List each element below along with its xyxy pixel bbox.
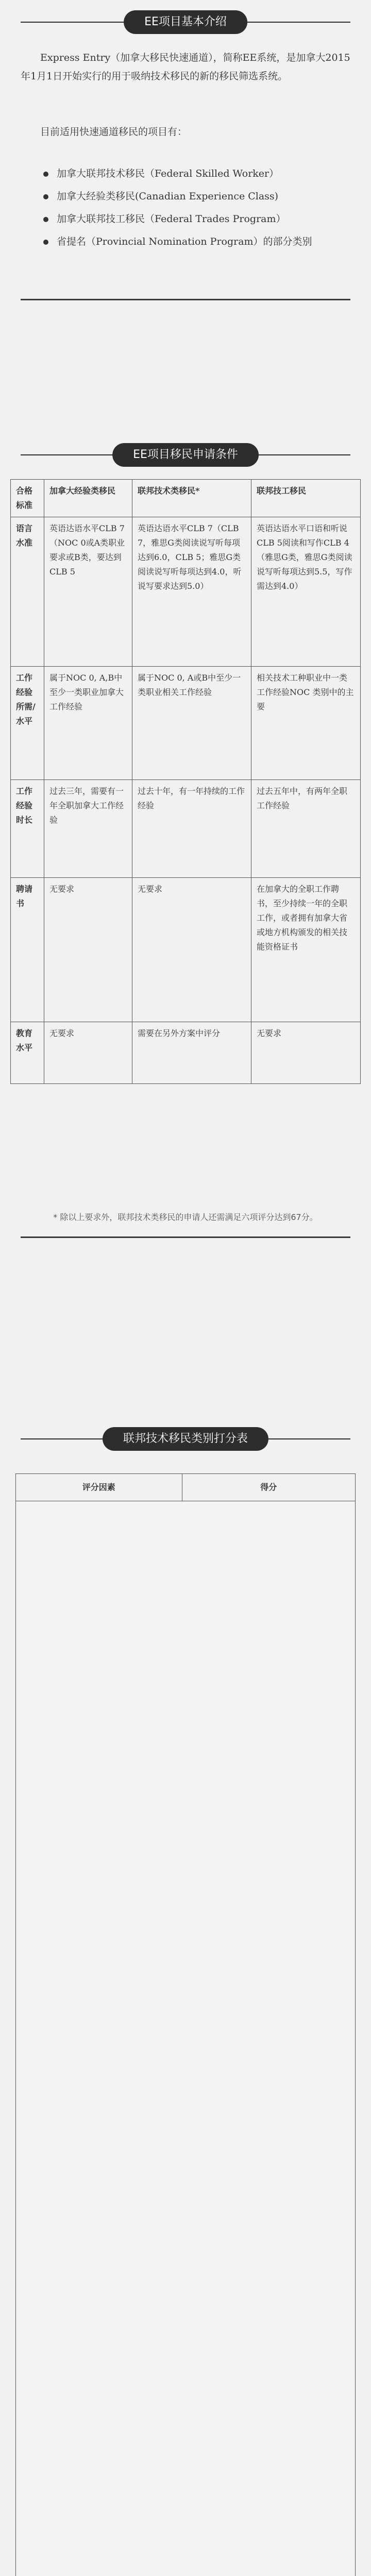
table-cell: 无要求	[44, 878, 132, 1022]
table-cell: 在加拿大的全职工作聘书，至少持续一年的全职工作，或者拥有加拿大省或地方机构颁发的相关技能资格证书	[251, 878, 361, 1022]
table-header: 联邦技工移民	[251, 480, 361, 517]
row-label: 聘请书	[11, 878, 44, 1022]
intro-section	[0, 31, 371, 278]
table-cell: 相关技术工种职业中一类工作经验NOC 类别中的主要	[251, 667, 361, 780]
table-cell: 英语达语水平口语和听说CLB 5阅读和写作CLB 4（雅思G类，雅思G类阅读说写听每项达到5.5，写作需达到4.0）	[251, 517, 361, 667]
requirements-table	[10, 479, 361, 1084]
section3-banner	[0, 1427, 371, 1451]
row-label: 教育水平	[11, 1022, 44, 1084]
table-cell: 英语达语水平CLB 7（CLB 7，雅思G类阅读说写听每项达到6.0，CLB 5；雅思G类阅读说写听每项达到4.0，听说写要求达到5.0）	[132, 517, 251, 667]
section-divider	[21, 1236, 350, 1238]
requirements-footnote: * 除以上要求外，联邦技术类移民的申请人还需满足六项评分达到67分。	[53, 1212, 318, 1222]
table-header: 联邦技术类移民*	[132, 480, 251, 517]
table-cell: 过去十年，有一年持续的工作经验	[132, 780, 251, 878]
row-label: 工作经验所需/水平	[11, 667, 44, 780]
row-label: 工作经验时长	[11, 780, 44, 878]
table-cell: 属于NOC 0, A,B中至少一类职业加拿大工作经验	[44, 667, 132, 780]
program-list	[41, 165, 356, 256]
table-cell: 无要求	[132, 878, 251, 1022]
program-item: 省提名（Provincial Nomination Program）的部分类别	[41, 233, 356, 250]
points-table	[15, 1473, 356, 2576]
section3-title: 联邦技术移民类别打分表	[103, 1427, 268, 1451]
table-cell: 过去三年，需要有一年全职加拿大工作经验	[44, 780, 132, 878]
table-header: 加拿大经验类移民	[44, 480, 132, 517]
table-header: 合格标准	[11, 480, 44, 517]
table-cell: 需要在另外方案中评分	[132, 1022, 251, 1084]
intro-paragraph: Express Entry（加拿大移民快速通道），简称EE系统，是加拿大2015年1月1日开始实行的用于吸纳技术移民的新的移民筛选系统。	[21, 52, 350, 82]
header-score: 得分	[182, 1474, 355, 1501]
table-cell: 无要求	[251, 1022, 361, 1084]
intro-subtitle: 目前适用快速通道移民的项目有：	[40, 126, 188, 138]
section-divider	[21, 299, 350, 300]
header-factor: 评分因素	[16, 1474, 182, 1501]
score-table-body	[16, 1501, 356, 2576]
table-cell: 过去五年中，有两年全职工作经验	[251, 780, 361, 878]
row-label: 语言水准	[11, 517, 44, 667]
table-cell: 无要求	[44, 1022, 132, 1084]
table-cell: 属于NOC 0, A或B中至少一类职业相关工作经验	[132, 667, 251, 780]
section1-title: EE项目基本介绍	[124, 10, 247, 34]
section2-banner	[0, 443, 371, 467]
program-item: 加拿大联邦技术移民（Federal Skilled Worker）	[41, 165, 356, 182]
table-cell: 英语达语水平CLB 7（NOC 0或A类职业要求或B类，要达到CLB 5	[44, 517, 132, 667]
section2-title: EE项目移民申请条件	[112, 443, 259, 467]
program-item: 加拿大联邦技工移民（Federal Trades Program）	[41, 210, 356, 228]
program-item: 加拿大经验类移民(Canadian Experience Class)	[41, 188, 356, 205]
